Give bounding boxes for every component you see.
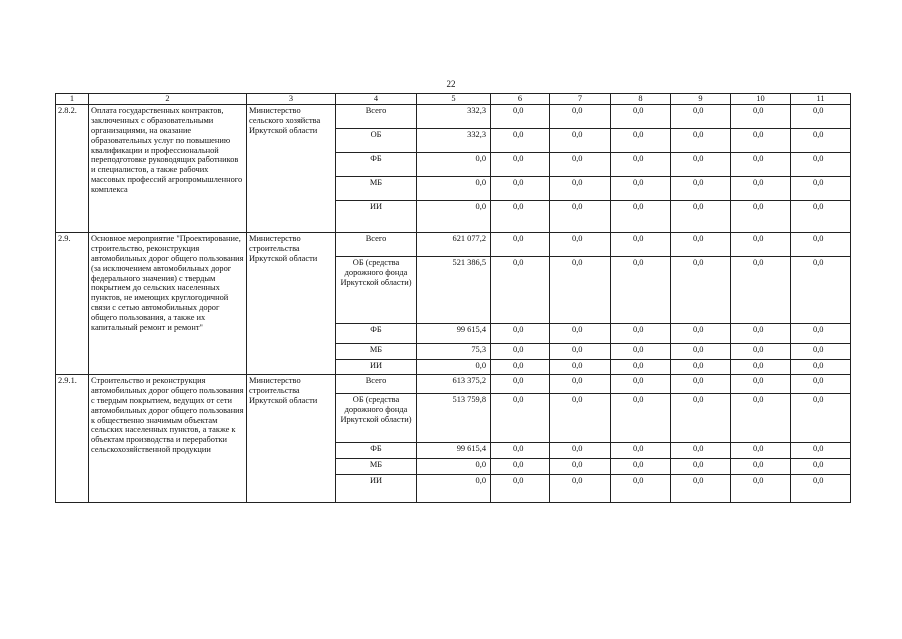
funding-source: Всего xyxy=(336,104,417,128)
amount-cell: 0,0 xyxy=(731,200,791,232)
amount-cell: 0,0 xyxy=(731,232,791,256)
amount-cell: 613 375,2 xyxy=(417,374,491,393)
amount-cell: 0,0 xyxy=(791,256,851,323)
amount-cell: 332,3 xyxy=(417,128,491,152)
amount-cell: 0,0 xyxy=(731,323,791,343)
column-header: 5 xyxy=(417,94,491,105)
amount-cell: 0,0 xyxy=(671,442,731,458)
header-row xyxy=(56,94,851,105)
budget-table xyxy=(55,93,851,503)
column-header: 8 xyxy=(611,94,671,105)
amount-cell: 75,3 xyxy=(417,343,491,359)
amount-cell: 0,0 xyxy=(417,176,491,200)
amount-cell: 0,0 xyxy=(417,458,491,474)
amount-cell: 0,0 xyxy=(611,104,671,128)
amount-cell: 0,0 xyxy=(491,323,550,343)
amount-cell: 0,0 xyxy=(731,474,791,502)
amount-cell: 0,0 xyxy=(611,200,671,232)
amount-cell: 0,0 xyxy=(671,343,731,359)
page-number: 22 xyxy=(446,79,456,89)
amount-cell: 0,0 xyxy=(550,104,611,128)
amount-cell: 0,0 xyxy=(491,374,550,393)
amount-cell: 0,0 xyxy=(491,474,550,502)
column-header: 6 xyxy=(491,94,550,105)
table-row xyxy=(56,374,851,393)
amount-cell: 0,0 xyxy=(611,232,671,256)
amount-cell: 0,0 xyxy=(731,343,791,359)
amount-cell: 0,0 xyxy=(550,323,611,343)
amount-cell: 0,0 xyxy=(791,458,851,474)
amount-cell: 0,0 xyxy=(417,200,491,232)
column-header: 3 xyxy=(247,94,336,105)
amount-cell: 0,0 xyxy=(550,393,611,442)
item-executor: Министерство сельского хозяйства Иркутской области xyxy=(247,104,336,232)
amount-cell: 0,0 xyxy=(491,393,550,442)
amount-cell: 0,0 xyxy=(791,323,851,343)
amount-cell: 0,0 xyxy=(791,359,851,374)
amount-cell: 0,0 xyxy=(791,442,851,458)
amount-cell: 0,0 xyxy=(491,200,550,232)
amount-cell: 0,0 xyxy=(550,176,611,200)
amount-cell: 0,0 xyxy=(550,442,611,458)
amount-cell: 0,0 xyxy=(550,256,611,323)
amount-cell: 332,3 xyxy=(417,104,491,128)
amount-cell: 0,0 xyxy=(611,343,671,359)
funding-source: МБ xyxy=(336,458,417,474)
amount-cell: 521 386,5 xyxy=(417,256,491,323)
amount-cell: 0,0 xyxy=(671,458,731,474)
amount-cell: 0,0 xyxy=(731,442,791,458)
amount-cell: 0,0 xyxy=(550,200,611,232)
amount-cell: 621 077,2 xyxy=(417,232,491,256)
amount-cell: 0,0 xyxy=(731,458,791,474)
funding-source: ФБ xyxy=(336,323,417,343)
amount-cell: 0,0 xyxy=(731,176,791,200)
funding-source: ИИ xyxy=(336,200,417,232)
amount-cell: 513 759,8 xyxy=(417,393,491,442)
amount-cell: 0,0 xyxy=(491,343,550,359)
column-header: 11 xyxy=(791,94,851,105)
amount-cell: 0,0 xyxy=(491,152,550,176)
funding-source: ФБ xyxy=(336,442,417,458)
amount-cell: 0,0 xyxy=(491,176,550,200)
amount-cell: 0,0 xyxy=(731,393,791,442)
amount-cell: 99 615,4 xyxy=(417,323,491,343)
amount-cell: 0,0 xyxy=(611,393,671,442)
funding-source: ОБ (средства дорожного фонда Иркутской области) xyxy=(336,256,417,323)
funding-source: ФБ xyxy=(336,152,417,176)
amount-cell: 0,0 xyxy=(417,474,491,502)
amount-cell: 0,0 xyxy=(671,232,731,256)
amount-cell: 0,0 xyxy=(550,458,611,474)
amount-cell: 0,0 xyxy=(791,393,851,442)
funding-source: ОБ xyxy=(336,128,417,152)
amount-cell: 0,0 xyxy=(550,474,611,502)
amount-cell: 0,0 xyxy=(611,474,671,502)
amount-cell: 0,0 xyxy=(671,104,731,128)
amount-cell: 0,0 xyxy=(611,128,671,152)
amount-cell: 0,0 xyxy=(731,128,791,152)
funding-source: ИИ xyxy=(336,359,417,374)
amount-cell: 0,0 xyxy=(611,359,671,374)
column-header: 9 xyxy=(671,94,731,105)
table-row xyxy=(56,232,851,256)
amount-cell: 0,0 xyxy=(611,458,671,474)
amount-cell: 0,0 xyxy=(611,374,671,393)
funding-source: ОБ (средства дорожного фонда Иркутской области) xyxy=(336,393,417,442)
item-code: 2.9. xyxy=(56,232,89,374)
amount-cell: 0,0 xyxy=(550,343,611,359)
amount-cell: 0,0 xyxy=(611,176,671,200)
amount-cell: 0,0 xyxy=(417,359,491,374)
amount-cell: 0,0 xyxy=(791,152,851,176)
amount-cell: 0,0 xyxy=(671,200,731,232)
amount-cell: 0,0 xyxy=(791,104,851,128)
column-header: 2 xyxy=(89,94,247,105)
amount-cell: 0,0 xyxy=(731,256,791,323)
amount-cell: 0,0 xyxy=(611,256,671,323)
amount-cell: 0,0 xyxy=(491,232,550,256)
amount-cell: 0,0 xyxy=(550,374,611,393)
amount-cell: 0,0 xyxy=(791,374,851,393)
amount-cell: 0,0 xyxy=(731,359,791,374)
amount-cell: 0,0 xyxy=(417,152,491,176)
amount-cell: 0,0 xyxy=(791,128,851,152)
amount-cell: 0,0 xyxy=(550,152,611,176)
amount-cell: 0,0 xyxy=(491,442,550,458)
amount-cell: 0,0 xyxy=(671,359,731,374)
amount-cell: 0,0 xyxy=(491,458,550,474)
amount-cell: 0,0 xyxy=(731,374,791,393)
amount-cell: 0,0 xyxy=(671,323,731,343)
amount-cell: 0,0 xyxy=(791,176,851,200)
item-name: Оплата государственных контрактов, заключенных с образовательными организациями, на оказание образовательных услуг по повышению квалификации и профессиональной переподготовке руководящих работников и специалистов, а также рабочих массовых профессий агропромышленного комплекса xyxy=(89,104,247,232)
item-code: 2.8.2. xyxy=(56,104,89,232)
amount-cell: 0,0 xyxy=(611,152,671,176)
item-executor: Министерство строительства Иркутской области xyxy=(247,232,336,374)
amount-cell: 0,0 xyxy=(671,256,731,323)
amount-cell: 0,0 xyxy=(791,232,851,256)
amount-cell: 0,0 xyxy=(550,359,611,374)
column-header: 7 xyxy=(550,94,611,105)
amount-cell: 99 615,4 xyxy=(417,442,491,458)
amount-cell: 0,0 xyxy=(671,176,731,200)
amount-cell: 0,0 xyxy=(611,323,671,343)
funding-source: МБ xyxy=(336,343,417,359)
amount-cell: 0,0 xyxy=(791,343,851,359)
amount-cell: 0,0 xyxy=(671,374,731,393)
amount-cell: 0,0 xyxy=(731,152,791,176)
column-header: 10 xyxy=(731,94,791,105)
amount-cell: 0,0 xyxy=(491,128,550,152)
column-header: 4 xyxy=(336,94,417,105)
amount-cell: 0,0 xyxy=(550,232,611,256)
amount-cell: 0,0 xyxy=(671,128,731,152)
amount-cell: 0,0 xyxy=(671,152,731,176)
item-name: Основное мероприятие "Проектирование, строительство, реконструкция автомобильных дорог общего пользования (за исключением автомобильных дорог федерального значения) с твердым покрытием до сельских населенных пунктов, не имеющих круглогодичной связи с сетью автомобильных дорог общего пользования, а также их капитальный ремонт и ремонт" xyxy=(89,232,247,374)
amount-cell: 0,0 xyxy=(671,474,731,502)
item-name: Строительство и реконструкция автомобильных дорог общего пользования с твердым покрытием, ведущих от сети автомобильных дорог общего пользования к общественно значимым объектам сельских населенных пунктов, а также к объектам производства и переработки сельскохозяйственной продукции xyxy=(89,374,247,502)
funding-source: МБ xyxy=(336,176,417,200)
column-header: 1 xyxy=(56,94,89,105)
amount-cell: 0,0 xyxy=(731,104,791,128)
item-executor: Министерство строительства Иркутской области xyxy=(247,374,336,502)
amount-cell: 0,0 xyxy=(611,442,671,458)
amount-cell: 0,0 xyxy=(491,359,550,374)
amount-cell: 0,0 xyxy=(791,200,851,232)
amount-cell: 0,0 xyxy=(491,104,550,128)
amount-cell: 0,0 xyxy=(550,128,611,152)
item-code: 2.9.1. xyxy=(56,374,89,502)
funding-source: ИИ xyxy=(336,474,417,502)
table-row xyxy=(56,104,851,128)
funding-source: Всего xyxy=(336,374,417,393)
amount-cell: 0,0 xyxy=(791,474,851,502)
amount-cell: 0,0 xyxy=(491,256,550,323)
funding-source: Всего xyxy=(336,232,417,256)
amount-cell: 0,0 xyxy=(671,393,731,442)
